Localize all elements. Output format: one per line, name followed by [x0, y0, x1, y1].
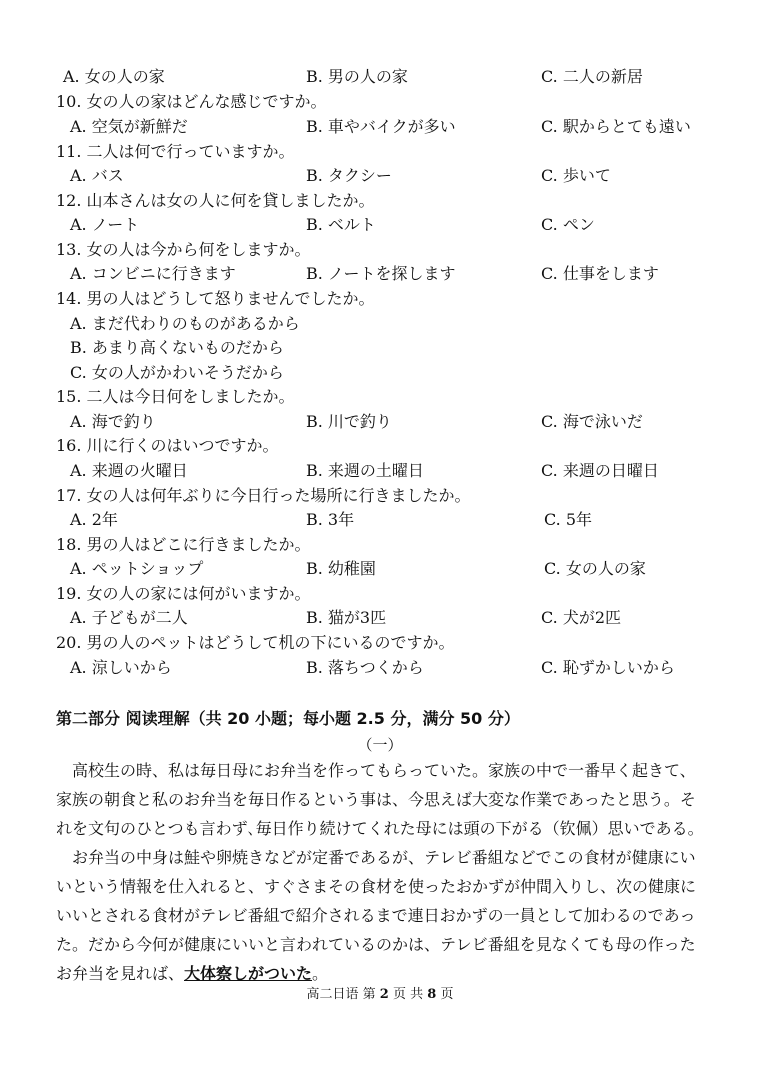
option-b: B. 3年: [306, 510, 355, 529]
question-18-options: [0, 556, 760, 582]
question-20: [0, 630, 760, 656]
option-c: C. 歩いて: [541, 166, 611, 185]
option-a: A. 女の人の家: [63, 67, 165, 86]
option-a: A. ノート: [70, 215, 140, 234]
paragraph-end: 。: [312, 964, 329, 983]
option-b: B. ベルト: [306, 215, 376, 234]
option-c: C. 二人の新居: [541, 67, 643, 86]
question-16: [0, 433, 760, 459]
question-17-options: [0, 507, 760, 533]
option-c: C. 女の人がかわいそうだから: [70, 363, 284, 382]
option-b: B. 幼稚園: [306, 559, 376, 578]
option-b: B. 川で釣り: [306, 412, 392, 431]
option-c: C. 駅からとても遠い: [541, 117, 691, 136]
footer-prefix: 高二日语 第: [306, 987, 376, 1002]
question-14-option-a: [0, 311, 760, 337]
question-stem: 20. 男の人のペットはどうして机の下にいるのですか。: [56, 633, 455, 652]
question-18: [0, 532, 760, 558]
option-b: B. 猫が3匹: [306, 608, 387, 627]
option-c: C. 犬が2匹: [541, 608, 622, 627]
question-12-options: [0, 212, 760, 238]
option-c: C. ペン: [541, 215, 595, 234]
option-a: A. バス: [70, 166, 124, 185]
paragraph-text: お弁当の中身は鮭や卵焼きなどが定番であるが、テレビ番組などでこの食材が健康にいいという情報を仕入れると、すぐさまその食材を使ったおかずが仲間入りし、次の健康にいいとされる食材がテレビ番組で紹介されるまで連日おかずの一員として加わるのであった。だから今何が健康にいいと言われているのかは、テレビ番組を見なくても母の作ったお弁当を見れば、: [56, 848, 697, 983]
question-15: [0, 384, 760, 410]
question-15-options: [0, 409, 760, 435]
question-12: [0, 188, 760, 214]
option-a: A. 空気が新鮮だ: [70, 117, 188, 136]
question-13-options: [0, 261, 760, 287]
option-b: B. あまり高くないものだから: [70, 338, 284, 357]
option-c: C. 海で泳いだ: [541, 412, 643, 431]
option-c: C. 女の人の家: [544, 559, 646, 578]
option-b: B. 来週の土曜日: [306, 461, 424, 480]
option-a: A. コンビニに行きます: [70, 264, 236, 283]
option-b: B. タクシー: [306, 166, 392, 185]
q9-options: [0, 64, 760, 90]
option-a: A. ペットショップ: [70, 559, 204, 578]
question-17: [0, 483, 760, 509]
option-b: B. 落ちつくから: [306, 658, 424, 677]
footer-page-number: 2: [379, 987, 389, 1002]
option-c: C. 恥ずかしいから: [541, 658, 675, 677]
question-14-option-b: [0, 335, 760, 361]
question-stem: 11. 二人は何で行っていますか。: [56, 142, 295, 161]
question-19: [0, 581, 760, 607]
question-14-option-c: [0, 360, 760, 386]
question-10-options: [0, 114, 760, 140]
page-footer: [0, 985, 760, 1005]
section-title: 第二部分 阅读理解（共 20 小题；每小题 2.5 分，满分 50 分）: [56, 709, 520, 728]
underlined-phrase: 大体察しがついた: [184, 964, 313, 983]
question-13: [0, 237, 760, 263]
question-stem: 18. 男の人はどこに行きましたか。: [56, 535, 311, 554]
question-11-options: [0, 163, 760, 189]
question-16-options: [0, 458, 760, 484]
passage-number: （一）: [357, 736, 403, 754]
passage-paragraph-1: 高校生の時、私は毎日母にお弁当を作ってもらっていた。家族の中で一番早く起きて、家族の朝食と私のお弁当を毎日作るという事は、今思えば大変な作業であったと思う。それを文句のひとつも言わず､毎日作り続けてくれた母には頭の下がる（钦佩）思いである。: [56, 761, 704, 838]
option-a: A. 子どもが二人: [70, 608, 188, 627]
question-20-options: [0, 655, 760, 681]
option-c: C. 来週の日曜日: [541, 461, 659, 480]
option-a: A. まだ代わりのものがあるから: [70, 314, 300, 333]
option-a: A. 来週の火曜日: [70, 461, 188, 480]
footer-mid: 页 共: [392, 987, 424, 1002]
option-b: B. ノートを探します: [306, 264, 456, 283]
footer-suffix: 页: [440, 987, 454, 1002]
passage-paragraph-2: [56, 843, 706, 988]
option-b: B. 男の人の家: [306, 67, 408, 86]
option-a: A. 2年: [70, 510, 118, 529]
footer-total-pages: 8: [427, 987, 437, 1002]
question-stem: 17. 女の人は何年ぶりに今日行った場所に行きましたか。: [56, 486, 471, 505]
option-c: C. 仕事をします: [541, 264, 659, 283]
question-stem: 16. 川に行くのはいつですか。: [56, 436, 279, 455]
option-b: B. 車やバイクが多い: [306, 117, 456, 136]
question-stem: 15. 二人は今日何をしましたか。: [56, 387, 295, 406]
question-stem: 12. 山本さんは女の人に何を貸しましたか。: [56, 191, 375, 210]
question-19-options: [0, 605, 760, 631]
passage: [56, 756, 706, 988]
question-stem: 10. 女の人の家はどんな感じですか。: [56, 92, 327, 111]
option-a: A. 涼しいから: [70, 658, 172, 677]
question-stem: 19. 女の人の家には何がいますか。: [56, 584, 311, 603]
question-stem: 14. 男の人はどうして怒りませんでしたか。: [56, 289, 375, 308]
question-14: [0, 286, 760, 312]
question-11: [0, 139, 760, 165]
question-10: [0, 89, 760, 115]
option-a: A. 海で釣り: [70, 412, 156, 431]
option-c: C. 5年: [544, 510, 593, 529]
question-stem: 13. 女の人は今から何をしますか。: [56, 240, 311, 259]
